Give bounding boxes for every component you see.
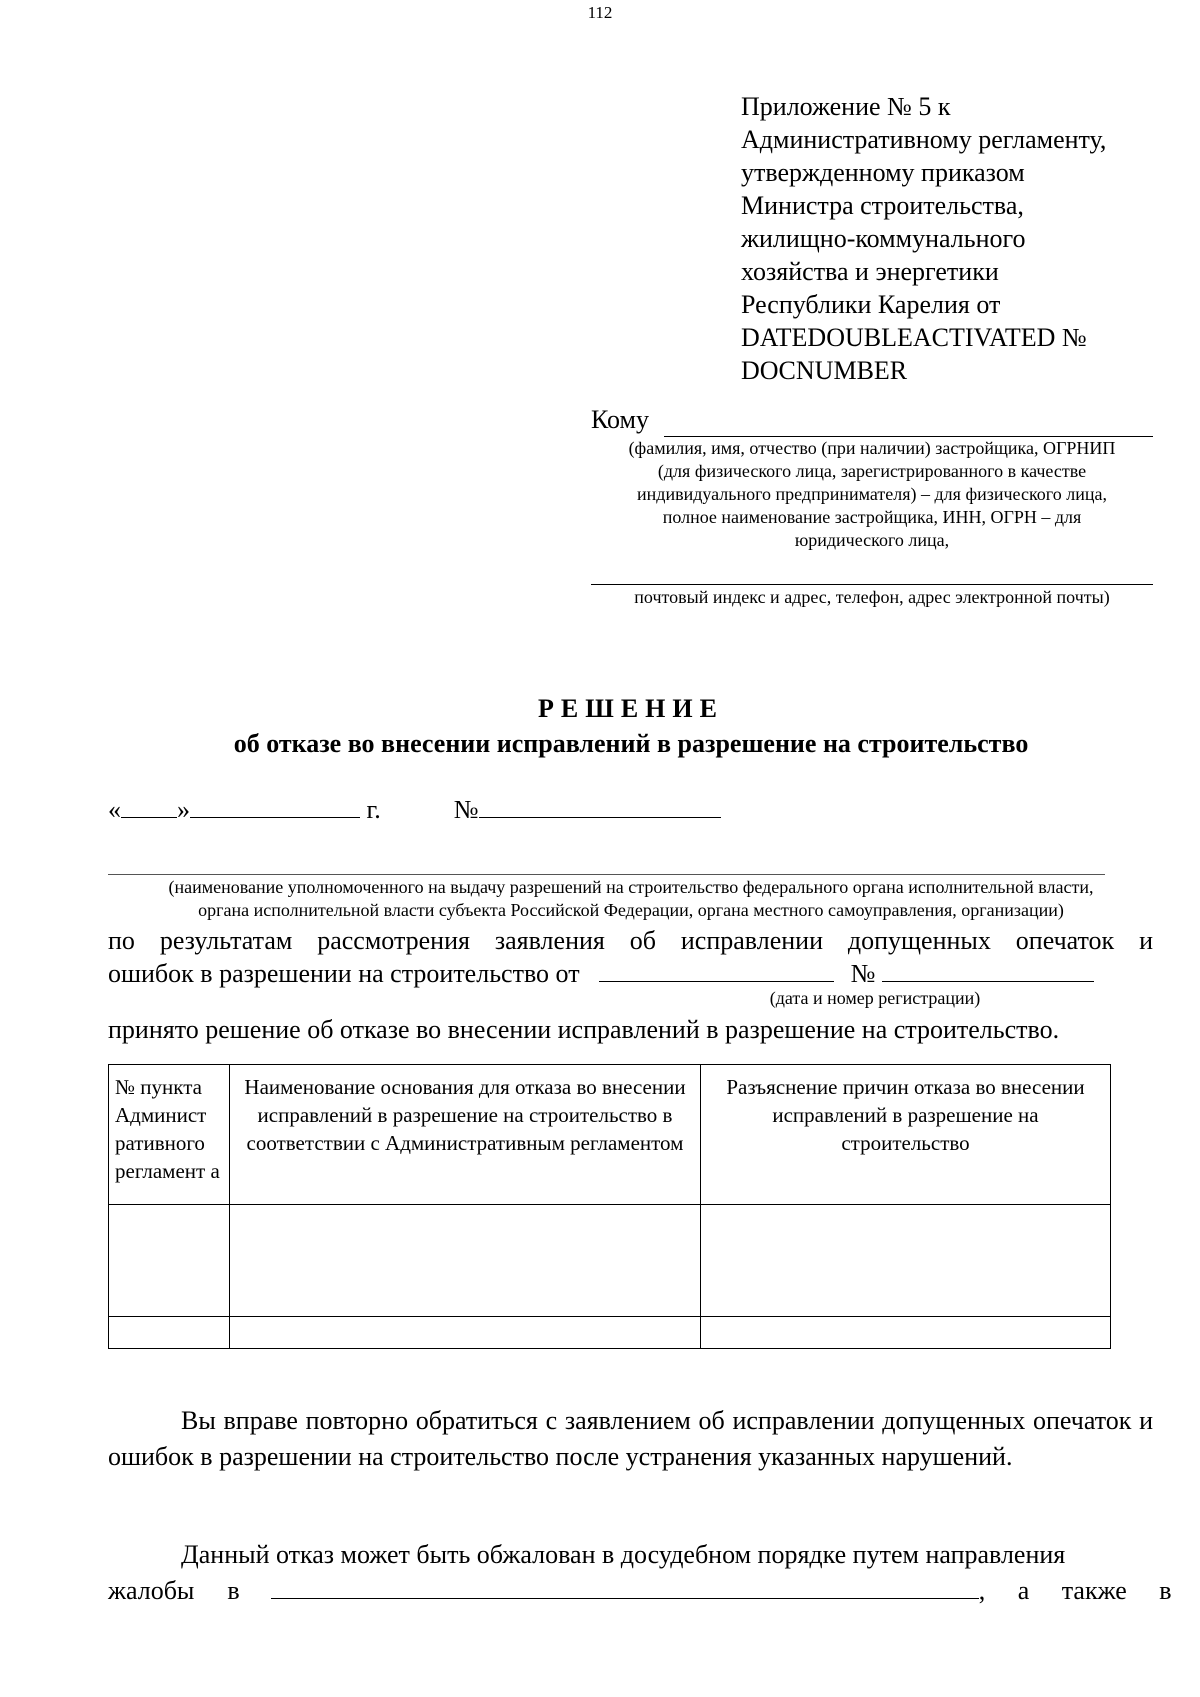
result-line-2-prefix: ошибок в разрешении на строительство от: [108, 959, 580, 988]
appendix-line: хозяйства и энергетики: [741, 257, 999, 286]
decision-statement: принято решение об отказе во внесении исправлений в разрешение на строительство.: [108, 1015, 1060, 1044]
application-date-field[interactable]: [599, 957, 834, 982]
recipient-note-line: (фамилия, имя, отчество (при наличии) застройщика, ОГРНИП: [628, 438, 1116, 458]
header-refusal-basis: Наименование основания для отказа во внесении исправлений в разрешение на строительство в соответствии с Административным регламентом: [230, 1065, 701, 1205]
reapply-paragraph: Вы вправе повторно обратиться с заявлением об исправлении допущенных опечаток и ошибок в разрешении на строительство после устранения указанных нарушений.: [108, 1406, 1153, 1471]
appendix-line: DOCNUMBER: [741, 356, 908, 385]
table-cell[interactable]: [109, 1205, 230, 1317]
month-field[interactable]: [190, 793, 360, 818]
table-cell[interactable]: [701, 1205, 1111, 1317]
appendix-line: Республики Карелия от: [741, 290, 1001, 319]
date-close-quote: »: [177, 795, 190, 824]
organization-field[interactable]: [108, 874, 1105, 875]
day-field[interactable]: [121, 793, 177, 818]
document-title: РЕШЕНИЕ: [538, 694, 724, 723]
date-open-quote: «: [108, 795, 121, 824]
organization-note-line: (наименование уполномоченного на выдачу разрешений на строительство федерального органа исполнительной власти,: [168, 877, 1094, 897]
appendix-line: DATEDOUBLEACTIVATED №: [741, 323, 1087, 352]
in-word: в: [227, 1576, 240, 1605]
result-line-2: [108, 957, 1094, 990]
registration-note: (дата и номер регистрации): [769, 988, 981, 1008]
table-cell[interactable]: [109, 1317, 230, 1349]
refusal-reasons-table: [108, 1064, 1111, 1349]
year-suffix: г.: [366, 795, 381, 824]
table-cell[interactable]: [230, 1205, 701, 1317]
header-clause-number: № пункта Админист ративного регламент а: [109, 1065, 230, 1205]
recipient-note-line: индивидуального предпринимателя) – для физического лица,: [637, 484, 1107, 504]
complaint-word: жалобы: [108, 1576, 195, 1605]
recipient-address-note: почтовый индекс и адрес, телефон, адрес электронной почты): [634, 587, 1110, 607]
appeal-authority-field[interactable]: [271, 1574, 979, 1599]
table-cell[interactable]: [701, 1317, 1111, 1349]
header-refusal-explanation: Разъяснение причин отказа во внесении исправлений в разрешение на строительство: [701, 1065, 1111, 1205]
appendix-line: Административному регламенту,: [741, 125, 1107, 154]
organization-note-line: органа исполнительной власти субъекта Российской Федерации, органа местного самоуправления, организации): [198, 900, 1064, 920]
recipient-note: [591, 437, 1153, 552]
date-number-row: [108, 793, 721, 825]
result-line-1: по результатам рассмотрения заявления об исправлении допущенных опечаток и: [108, 926, 1153, 955]
recipient-address-field[interactable]: [591, 584, 1153, 585]
number-sign: №: [453, 795, 479, 824]
appendix-line: Министра строительства,: [741, 191, 1024, 220]
table-cell[interactable]: [230, 1317, 701, 1349]
document-subtitle: об отказе во внесении исправлений в разрешение на строительство: [233, 729, 1029, 758]
application-number-field[interactable]: [882, 957, 1094, 982]
appendix-header: [741, 90, 1106, 387]
application-number-sign: №: [850, 959, 876, 988]
recipient-note-line: (для физического лица, зарегистрированного в качестве: [657, 461, 1087, 481]
recipient-note-line: юридического лица,: [794, 530, 950, 550]
table-header-row: [109, 1065, 1111, 1205]
table-row: [109, 1317, 1111, 1349]
also-text: , а также в: [978, 1576, 1172, 1605]
appeal-paragraph-line-2: [108, 1573, 1172, 1609]
page-number: 112: [587, 3, 613, 22]
recipient-label: Кому: [591, 405, 650, 434]
organization-note: [106, 876, 1156, 922]
appeal-paragraph-line-1: Данный отказ может быть обжалован в досудебном порядке путем направления: [181, 1540, 1066, 1569]
table-row: [109, 1205, 1111, 1317]
appendix-line: утвержденному приказом: [741, 158, 1025, 187]
appendix-line: жилищно-коммунального: [741, 224, 1026, 253]
appendix-line: Приложение № 5 к: [741, 92, 951, 121]
recipient-note-line: полное наименование застройщика, ИНН, ОГРН – для: [662, 507, 1082, 527]
decision-number-field[interactable]: [479, 793, 721, 818]
